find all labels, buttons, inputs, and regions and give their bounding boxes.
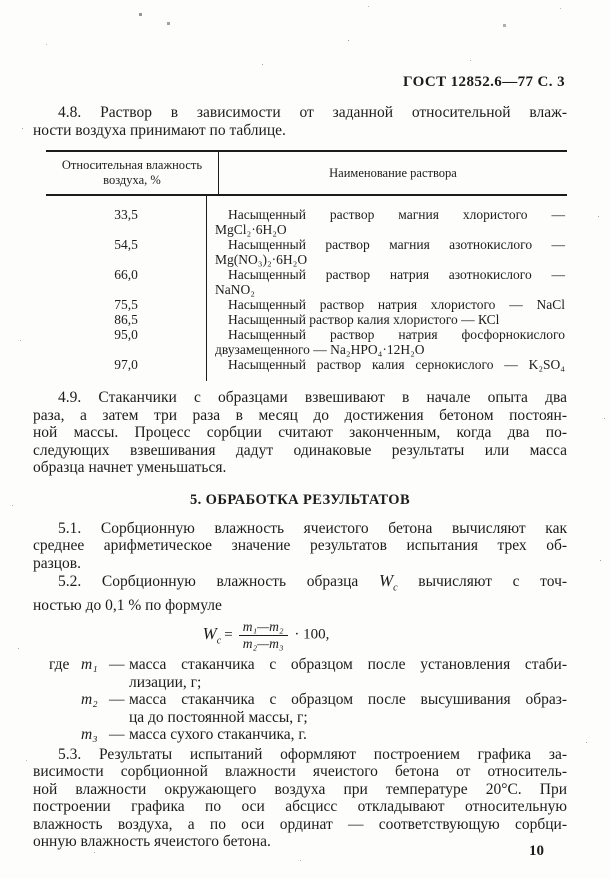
table-header-line: Относительная влажность: [61, 158, 203, 172]
formula-lhs: $W_с$: [202, 623, 222, 647]
paragraph-line: 5.3. Результаты испытаний оформляют построением графика за-: [58, 745, 567, 763]
paragraph-line: построении графика по оси абсцисс откладывают относительную: [33, 798, 567, 816]
section-5-heading: 5. ОБРАБОТКА РЕЗУЛЬТАТОВ: [189, 491, 411, 508]
humidity-value: 33,5: [114, 207, 138, 222]
solution-name: Насыщенный раствор магния хлористого — MgCl₂·6H₂O: [215, 207, 565, 237]
table-row: [46, 297, 567, 312]
table-body: [46, 196, 567, 381]
paragraph-line: 4.8. Раствор в зависимости от заданной относительной влаж-: [58, 104, 567, 121]
paragraph-line: 5.1. Сорбционную влажность ячеистого бетона вычисляют как: [58, 519, 567, 537]
table-header-humidity: [46, 152, 218, 194]
paragraph-4-9: [33, 389, 567, 477]
symbol-definitions: [49, 656, 567, 744]
paragraph-line: висимости сорбционной влажности ячеистого бетона от относитель-: [33, 763, 567, 781]
humidity-value: 86,5: [114, 312, 138, 327]
table-row: [46, 207, 567, 237]
humidity-value: 66,0: [114, 267, 138, 282]
paragraph-line: раза, а затем три раза в месяц до достижения бетоном постоян-: [33, 406, 567, 424]
paragraph-5-2: [33, 572, 567, 614]
table-row: [46, 237, 567, 267]
definition-m2: m₂ — масса стаканчика с образцом после высушивания образ- ца до постоянной массы, г;: [81, 691, 567, 726]
paragraph-line: ностью до 0,1 % по формуле: [33, 596, 222, 614]
document-header: ГОСТ 12852.6—77 С. 3: [403, 74, 565, 90]
solution-name: Насыщенный раствор натрия хлористого — NaCl: [228, 297, 565, 312]
paragraph-line: ной массы. Процесс сорбции считают законченным, когда два по-: [33, 424, 567, 441]
humidity-value: 95,0: [114, 327, 138, 342]
humidity-value: 97,0: [114, 357, 138, 372]
table-header-solution: Наименование раствора: [218, 152, 567, 194]
paragraph-line: онную влажность ячеистого бетона.: [33, 833, 271, 851]
humidity-value: 54,5: [114, 237, 138, 252]
paragraph-line: ной влажности окружающего воздуха при температуре 20°С. При: [33, 780, 567, 798]
scan-noise: [0, 0, 1, 1]
table-row: [46, 267, 567, 297]
humidity-solutions-table: [46, 150, 567, 381]
table-header-line: воздуха, %: [103, 173, 161, 187]
page-number: 10: [529, 843, 544, 859]
sorption-moisture-formula: [33, 619, 567, 651]
paragraph-line: влажность воздуха, а по оси ординат — соответствующую сорбци-: [33, 815, 567, 833]
paragraph-line: [33, 572, 567, 597]
solution-name: Насыщенный раствор магния азотнокислого — Mg(NO₃)₂·6H₂O: [215, 237, 565, 267]
humidity-value: 75,5: [114, 297, 138, 312]
table-row: [46, 327, 567, 357]
table-row: [46, 312, 567, 327]
definition-m3: m₃ — масса сухого стаканчика, г.: [81, 726, 307, 744]
text-segment: 5.2. Сорбционную влажность образца: [58, 573, 359, 590]
paragraph-line: среднее арифметическое значение результатов испытания трех об-: [33, 537, 567, 554]
paragraph-4-8: [33, 104, 567, 139]
solution-name: Насыщенный раствор калия сернокислого — K₂SO₄: [228, 357, 565, 372]
paragraph-line: следующих взвешивания дадут одинаковые результаты или масса: [33, 441, 567, 459]
table-row: [46, 357, 567, 372]
table-header-row: [46, 150, 567, 196]
solution-name: Насыщенный раствор натрия азотнокислого — NaNO₂: [215, 267, 565, 297]
paragraph-line: образца начнет уменьшаться.: [33, 459, 227, 476]
equals-sign: =: [224, 626, 233, 643]
fraction-numerator: m₁—m₂: [239, 619, 288, 636]
definition-m1: где m₁ — масса стаканчика с образцом после установления стаби- лизации, г;: [49, 656, 567, 691]
paragraph-5-1: [33, 520, 567, 573]
paragraph-5-3: [33, 746, 567, 851]
solution-name: Насыщенный раствор калия хлористого — КСl: [228, 312, 500, 327]
formula-factor: · 100,: [294, 626, 330, 643]
fraction: [239, 619, 288, 651]
fraction-denominator: m₂—m₃: [242, 635, 284, 651]
wc-symbol: $W_с$: [378, 571, 398, 594]
page-content: [33, 74, 567, 851]
paragraph-line: ности воздуха принимают по таблице.: [33, 121, 286, 139]
paragraph-line: разцов.: [33, 554, 81, 572]
solution-name: Насыщенный раствор натрия фосфорнокислого двузамещенного — Na₂HPO₄·12H₂O: [215, 327, 565, 357]
paragraph-line: 4.9. Стаканчики с образцами взвешивают в начале опыта два: [58, 389, 567, 406]
text-segment: вычисляют с точ-: [418, 573, 568, 590]
